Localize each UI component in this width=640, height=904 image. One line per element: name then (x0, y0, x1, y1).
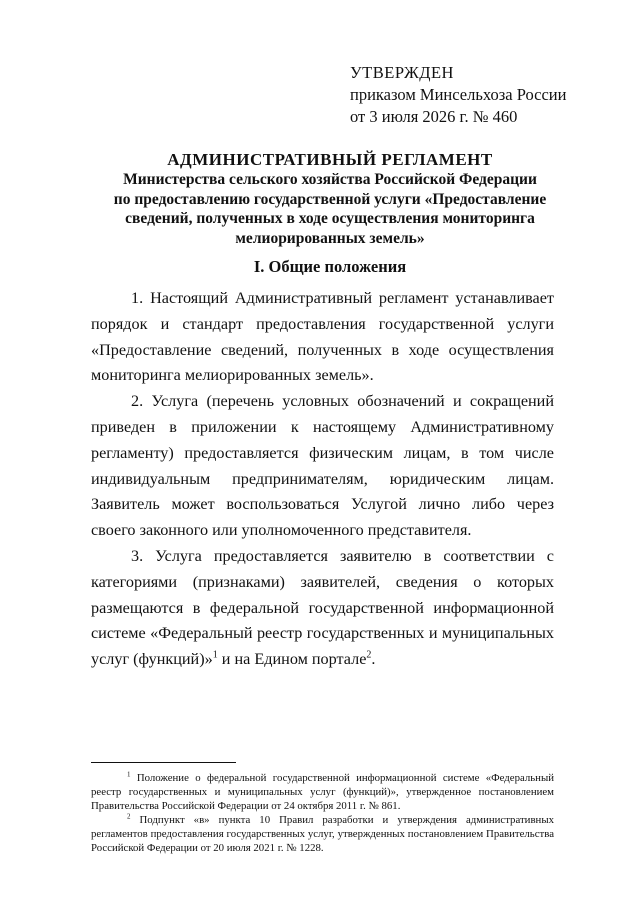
footnote-1 (91, 771, 554, 813)
paragraph-3-text: 3. Услуга предоставляется заявителю в соответствии с категориями (признаками) заявителей, сведения о которых размещаются в федеральной государственной информационной системе «Федеральный реестр государственных и муниципальных услуг (функций)» (91, 546, 554, 669)
approval-title: УТВЕРЖДЕН (350, 63, 454, 82)
footnote-ref-2: 2 (366, 649, 372, 661)
document-subtitle-line-3: сведений, полученных в ходе осуществления мониторинга (125, 210, 535, 227)
footnote-2-text: Подпункт «в» пункта 10 Правил разработки и утверждения административных регламентов предоставления государственных услуг, утвержденных постановлением Правительства Российской Федерации от 20 июля 2021 г. № 1228. (91, 814, 554, 854)
document-body (91, 286, 554, 673)
footnote-separator (91, 762, 236, 763)
footnote-2-mark: 2 (127, 812, 131, 821)
footnote-2 (91, 813, 554, 855)
document-subtitle-line-4: мелиорированных земель» (235, 229, 425, 247)
document-title: АДМИНИСТРАТИВНЫЙ РЕГЛАМЕНТ (167, 150, 493, 169)
document-subtitle-line-1: Министерства сельского хозяйства Российской Федерации (123, 171, 537, 188)
footnotes (91, 771, 554, 855)
approval-date: от 3 июля 2026 г. № 460 (350, 107, 518, 126)
footnote-1-text: Положение о федеральной государственной информационной системе «Федеральный реестр государственных и муниципальных услуг (функций)», утвержденное постановлением Правительства Российской Федерации от 24 октября 2011 г. № 861. (91, 772, 554, 812)
section-heading: I. Общие положения (253, 257, 407, 276)
approval-order: приказом Минсельхоза России (350, 85, 567, 104)
approval-stamp (350, 62, 610, 128)
footnote-1-mark: 1 (127, 770, 131, 779)
paragraph-2: 2. Услуга (перечень условных обозначений и сокращений приведен в приложении к настоящему Административному регламенту) предоставляется физическим лицам, в том числе индивидуальным предпринимателям, юридическим лицам. Заявитель может воспользоваться Услугой лично либо через своего законного или уполномоченного представителя. (91, 392, 554, 540)
document-subtitle-line-2: по предоставлению государственной услуги «Предоставление (113, 190, 547, 208)
footnote-ref-1: 1 (212, 649, 218, 661)
paragraph-3-text-continued: и на Едином портале (217, 650, 367, 669)
paragraph-3 (91, 544, 554, 673)
paragraph-3-end: . (371, 650, 376, 669)
document-title-block (60, 150, 600, 248)
paragraph-1: 1. Настоящий Административный регламент устанавливает порядок и стандарт предоставления государственной услуги «Предоставление сведений, полученных в ходе осуществления мониторинга мелиорированных земель». (91, 289, 554, 385)
